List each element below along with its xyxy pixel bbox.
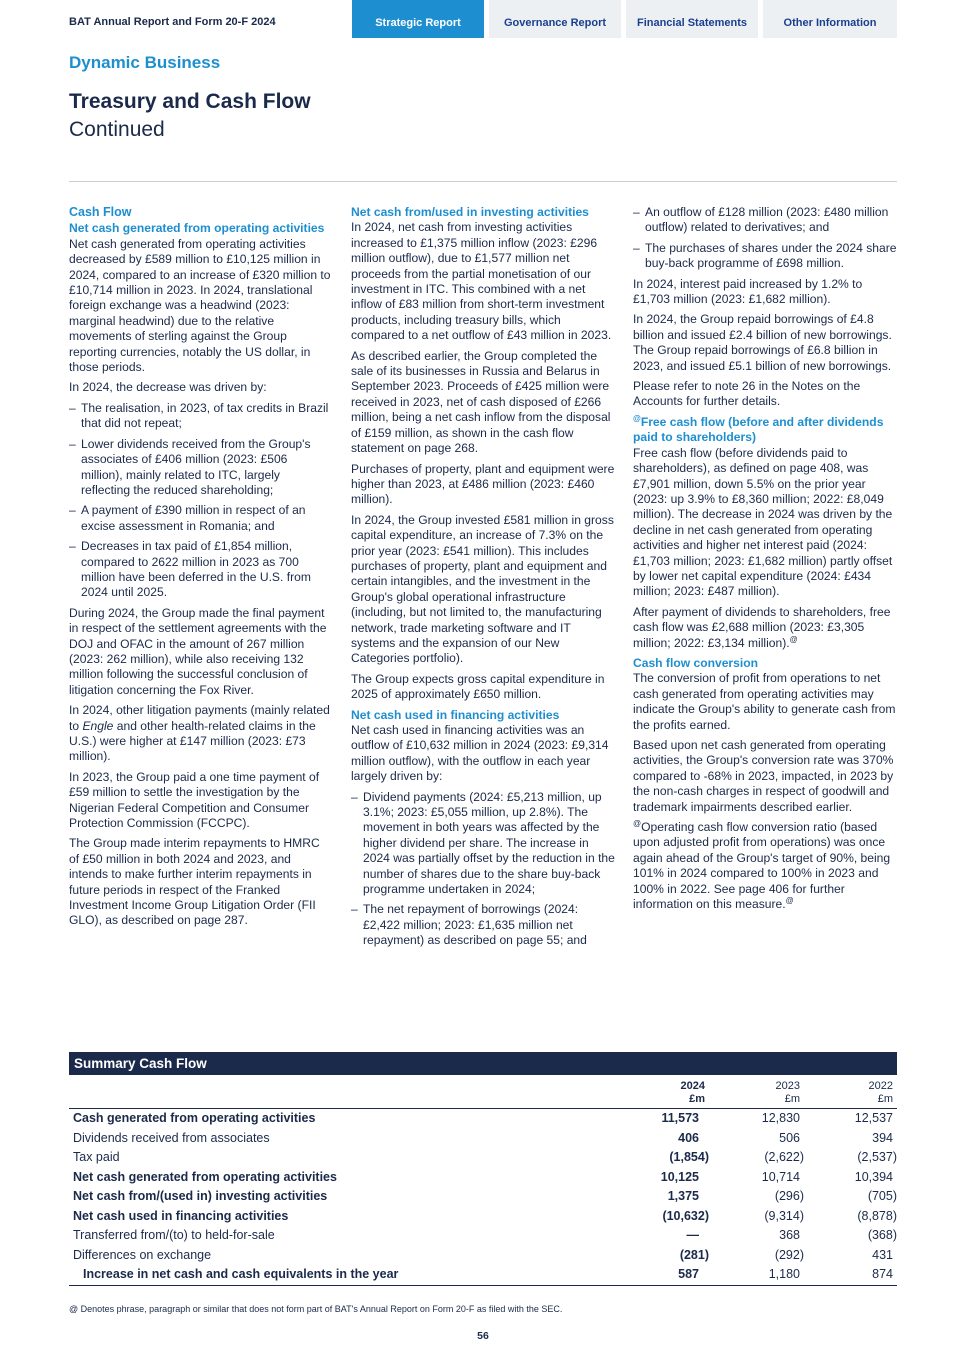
heading-financing-activities: Net cash used in financing activities — [351, 707, 560, 722]
sec-marker: @ — [789, 634, 798, 644]
paragraph — [633, 605, 897, 651]
cell-2023: (292) — [774, 1247, 804, 1262]
text-column-1 — [69, 205, 331, 934]
cell-2024: (1,854) — [669, 1150, 709, 1164]
cell-2023: 506 — [779, 1130, 800, 1145]
footnote: @ Denotes phrase, paragraph or similar that does not form part of BAT's Annual Report on Form 20-F as filed with the SEC. — [69, 1304, 563, 1314]
paragraph: Purchases of property, plant and equipment were higher than 2023, at £486 million (2023: £460 million). — [351, 461, 615, 507]
page-title: Treasury and Cash Flow — [69, 90, 311, 113]
table-header-blank — [69, 1075, 589, 1109]
paragraph — [633, 820, 897, 912]
table-row — [69, 1226, 897, 1246]
cell-2023: 368 — [779, 1228, 800, 1242]
paragraph: In 2024, the Group repaid borrowings of £4.8 billion and issued £2.4 billion of new borrowings. The Group repaid borrowings of £6.8 billion in 2023, and issued £5.1 billion of new borrowings. — [633, 312, 892, 373]
paragraph: Free cash flow (before dividends paid to shareholders), as defined on page 408, was £7,901 million, down 5.5% on the prior year (2023: up 3.9% to £8,360 million; 2022: £8,049 million). The decrease in 2024 was driven by the decline in net cash generated from operating activities and higher net interest paid (2024: £1,703 million; 2023: £1,682 million) partly offset by lower net capital expenditure (2024: £434 million; 2023: £487 million). — [633, 445, 893, 599]
divider — [69, 181, 897, 182]
cell-2022: (2,537) — [857, 1150, 897, 1164]
table-row — [69, 1148, 897, 1168]
text-column-2 — [351, 205, 617, 954]
row-label: Cash generated from operating activities — [73, 1111, 316, 1125]
paragraph: Based upon net cash generated from operating activities, the Group's conversion rate was 370% compared to -68% in 2023, impacted, in 2023 by the non-cash charges in respect of goodwill and trademark impairments described earlier. — [633, 738, 894, 814]
table-title: Summary Cash Flow — [69, 1052, 897, 1075]
cell-2024: — — [686, 1228, 699, 1242]
cell-2022: 394 — [872, 1130, 893, 1145]
subheading-operating-activities: Net cash generated from operating activities — [69, 221, 325, 236]
sec-marker: @ — [633, 819, 642, 828]
list-item: – Lower dividends received from the Group's associates of £406 million (2023: £506 million), mainly related to ITC, largely reflecting the reduced shareholding; — [69, 437, 331, 499]
table-row — [69, 1246, 897, 1266]
paragraph: Net cash generated from operating activities decreased by £589 million to £10,125 million in 2024, compared to an increase of £320 million to £10,714 million in 2023. In 2024, translational foreign exchange was a headwind (2023: marginal headwind) due to the relative movements of sterling against the Group reporting currencies, notably the US dollar, in those periods. — [69, 236, 331, 375]
table-header-2024: 2024 £m — [680, 1080, 705, 1105]
tab-governance-report[interactable]: Governance Report — [489, 0, 621, 38]
cell-2023: (296) — [774, 1189, 804, 1203]
table-row — [69, 1129, 897, 1149]
cell-2024: (281) — [679, 1247, 709, 1262]
paragraph — [69, 703, 331, 765]
cell-2022: 12,537 — [854, 1111, 893, 1125]
text-column-3 — [633, 205, 897, 917]
paragraph: As described earlier, the Group completed the sale of its businesses in Russia and Belarus in September 2023. Proceeds of £425 million were received in 2023, net of cash disposed of £266 million, being a net cash inflow from the disposal of £159 million, as shown in the cash flow statement on page 268. — [351, 348, 611, 456]
cell-2024: 10,125 — [660, 1169, 699, 1184]
list-item: – Dividend payments (2024: £5,213 million, up 3.1%; 2023: £5,055 million, up 2.8%). The movement in both years was affected by the higher dividend per share. The increase in 2024 was partially offset by the reduction in the number of shares due to the share buy-back programme undertaken in 2024; — [351, 790, 617, 898]
tab-strategic-report[interactable]: Strategic Report — [352, 0, 484, 38]
paragraph: The Group made interim repayments to HMRC of £50 million in both 2024 and 2023, and intends to make further interim repayments in future periods in respect of the Franked Investment Income Group Litigation Order (FII GLO), as described on page 287. — [69, 836, 320, 928]
top-navigation-bar — [0, 0, 966, 38]
cell-2023: 1,180 — [768, 1267, 800, 1281]
cell-2024: 1,375 — [667, 1189, 699, 1203]
paragraph: In 2024, the decrease was driven by: — [69, 380, 267, 395]
page-number: 56 — [477, 1330, 489, 1342]
table-row — [69, 1265, 897, 1285]
heading-text: Free cash flow (before and after dividends paid to shareholders) — [633, 414, 884, 445]
list-item: – The realisation, in 2023, of tax credits in Brazil that did not repeat; — [69, 401, 331, 432]
text: In 2024, other litigation payments (mainly related to — [69, 703, 330, 733]
cell-2022: 431 — [872, 1247, 893, 1262]
cell-2024: (10,632) — [662, 1208, 709, 1223]
paragraph: During 2024, the Group made the final payment in respect of the settlement agreements with the DOJ and OFAC in the amount of 267 million (2023: 262 million), while also receiving 132 million following the successful conclusion of litigation concerning the Fox River. — [69, 605, 327, 697]
cell-2022: 10,394 — [854, 1169, 893, 1184]
cell-2024: 11,573 — [661, 1111, 699, 1125]
heading-cash-flow-conversion: Cash flow conversion — [633, 655, 758, 670]
row-label: Net cash generated from operating activities — [73, 1169, 337, 1184]
text: After payment of dividends to shareholders, free cash flow was £2,688 million (2023: £3,305 million; 2022: £3,134 million). — [633, 604, 891, 650]
table-row — [69, 1187, 897, 1207]
row-label: Net cash from/(used in) investing activities — [73, 1189, 328, 1203]
table-row — [69, 1109, 897, 1129]
row-label: Transferred from/(to) to held-for-sale — [73, 1228, 275, 1242]
heading-free-cash-flow — [633, 415, 897, 446]
bullet-list — [633, 205, 897, 272]
cell-2022: (8,878) — [857, 1208, 897, 1223]
sec-marker: @ — [785, 896, 794, 906]
cell-2022: 874 — [872, 1267, 893, 1281]
table-row — [69, 1168, 897, 1188]
list-item: – A payment of £390 million in respect of an excise assessment in Romania; and — [69, 503, 331, 534]
sec-marker: @ — [633, 413, 641, 423]
list-item: – The purchases of shares under the 2024 share buy-back programme of £698 million. — [633, 241, 897, 272]
list-item: – An outflow of £128 million (2023: £480 million outflow) related to derivatives; and — [633, 205, 897, 236]
paragraph: Please refer to note 26 in the Notes on the Accounts for further details. — [633, 379, 861, 409]
paragraph: Net cash used in financing activities was an outflow of £10,632 million in 2024 (2023: £9,314 million outflow), with the outflow in each year largely driven by: — [351, 723, 609, 784]
cell-2024: 587 — [678, 1267, 699, 1281]
cell-2023: (9,314) — [764, 1208, 804, 1223]
report-title: BAT Annual Report and Form 20-F 2024 — [69, 16, 276, 28]
cell-2023: 10,714 — [761, 1169, 800, 1184]
cell-2023: 12,830 — [761, 1111, 800, 1125]
table-header-row — [69, 1075, 897, 1109]
row-label: Increase in net cash and cash equivalents in the year — [83, 1267, 399, 1281]
bullet-list — [69, 401, 331, 601]
bullet-list — [351, 790, 617, 949]
heading-cash-flow: Cash Flow — [69, 205, 132, 219]
row-label: Tax paid — [73, 1150, 120, 1164]
list-item: – The net repayment of borrowings (2024: £2,422 million; 2023: £1,635 million net repayment) as described on page 55; and — [351, 902, 617, 948]
text: Operating cash flow conversion ratio (based upon adjusted profit from operations) was once again ahead of the Group's target of 90%, being 101% in 2024 compared to 100% in 2023 and 100% in 2022. See page 406 for further information on this measure. — [633, 820, 891, 912]
table-header-2022: 2022 £m — [868, 1080, 893, 1105]
table-header-2023: 2023 £m — [775, 1080, 800, 1105]
row-label: Net cash used in financing activities — [73, 1208, 289, 1223]
page-subtitle: Continued — [69, 118, 165, 141]
tab-other-information[interactable]: Other Information — [763, 0, 897, 38]
italic-text: Engle — [82, 718, 114, 733]
paragraph: In 2024, net cash from investing activities increased to £1,375 million inflow (2023: £296 million outflow), due to £1,577 million net proceeds from the partial monetisation of our investment in ITC. This combined with a net inflow of £83 million from short-term investment products, including treasury bills, which compared to a net outflow of £43 million in 2023. — [351, 220, 612, 343]
paragraph: In 2023, the Group paid a one time payment of £59 million to settle the investigation by the Nigerian Federal Competition and Consumer Protection Commission (FCCPC). — [69, 769, 320, 831]
list-item: – Decreases in tax paid of £1,854 million, compared to 2622 million in 2023 as 700 million have been deferred in the U.S. from 2024 until 2025. — [69, 539, 331, 601]
cell-2023: (2,622) — [764, 1150, 804, 1164]
summary-cash-flow-table — [69, 1052, 897, 1286]
cell-2022: (368) — [867, 1228, 897, 1242]
row-label: Differences on exchange — [73, 1247, 212, 1262]
paragraph: In 2024, interest paid increased by 1.2% to £1,703 million (2023: £1,682 million). — [633, 276, 863, 307]
table — [69, 1075, 897, 1286]
paragraph: The Group expects gross capital expenditure in 2025 of approximately £650 million. — [351, 671, 605, 702]
cell-2024: 406 — [678, 1130, 699, 1145]
paragraph: The conversion of profit from operations to net cash generated from operating activities may indicate the Group's ability to generate cash from the profits earned. — [633, 671, 896, 732]
heading-investing-activities: Net cash from/used in investing activities — [351, 205, 589, 219]
paragraph: In 2024, the Group invested £581 million in gross capital expenditure, an increase of 7.3% on the prior year (2023: £541 million). This includes purchases of property, plant and equipment and certain intangibles, and the investment in the Group's global operational infrastructure (including, but not limited to, the manufacturing network, trade marketing software and IT systems and the expansion of our New Categories portfolio). — [351, 512, 614, 666]
row-label: Dividends received from associates — [73, 1130, 270, 1145]
tab-financial-statements[interactable]: Financial Statements — [626, 0, 758, 38]
table-row — [69, 1207, 897, 1227]
cell-2022: (705) — [867, 1189, 897, 1203]
text: and other health-related claims in the U.S.) were higher at £147 million (2023: £73 million). — [69, 718, 316, 764]
section-label: Dynamic Business — [69, 53, 221, 72]
